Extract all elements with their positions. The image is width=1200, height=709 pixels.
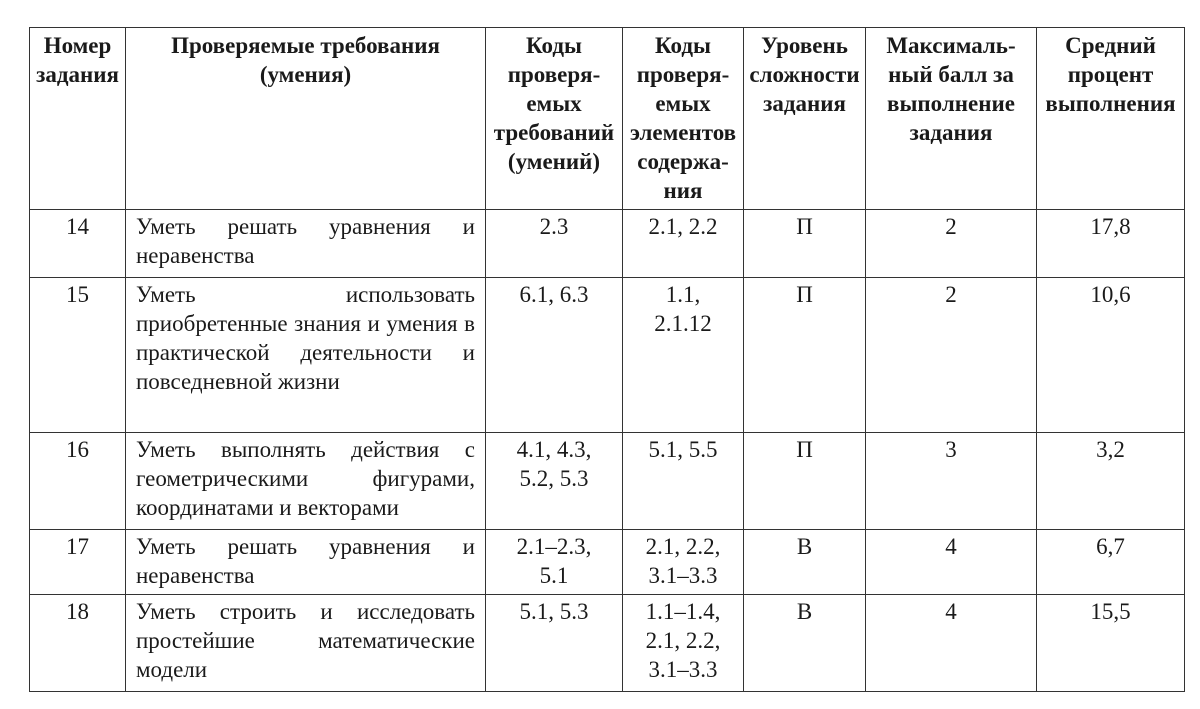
header-difficulty-level: Уровень сложности задания (744, 28, 866, 210)
table-row (30, 278, 1185, 433)
average-percent: 10,6 (1037, 278, 1185, 433)
max-score: 4 (866, 530, 1037, 595)
header-task-number: Номер задания (30, 28, 126, 210)
difficulty-level: В (744, 595, 866, 692)
header-content-codes: Коды проверя- емых элементов содержа- ния (623, 28, 744, 210)
requirement-text: Уметь строить и исследовать простейшие математические модели (126, 595, 486, 692)
requirement-codes: 5.1, 5.3 (486, 595, 623, 692)
results-table (29, 27, 1185, 692)
task-number: 15 (30, 278, 126, 433)
requirement-text: Уметь выполнять действия с геометрическими фигурами, координатами и векторами (126, 433, 486, 530)
average-percent: 3,2 (1037, 433, 1185, 530)
difficulty-level: В (744, 530, 866, 595)
average-percent: 6,7 (1037, 530, 1185, 595)
difficulty-level: П (744, 278, 866, 433)
requirement-codes: 2.3 (486, 210, 623, 278)
content-codes: 1.1–1.4, 2.1, 2.2, 3.1–3.3 (623, 595, 744, 692)
table-row (30, 595, 1185, 692)
table-row (30, 210, 1185, 278)
content-codes: 2.1, 2.2, 3.1–3.3 (623, 530, 744, 595)
requirement-codes: 4.1, 4.3, 5.2, 5.3 (486, 433, 623, 530)
header-requirements: Проверяемые требования (умения) (126, 28, 486, 210)
header-average-percent: Средний процент выполнения (1037, 28, 1185, 210)
max-score: 3 (866, 433, 1037, 530)
requirement-text: Уметь решать уравнения и неравенства (126, 210, 486, 278)
table-row (30, 433, 1185, 530)
task-number: 14 (30, 210, 126, 278)
header-max-score: Максималь- ный балл за выполнение задания (866, 28, 1037, 210)
max-score: 2 (866, 210, 1037, 278)
content-codes: 2.1, 2.2 (623, 210, 744, 278)
max-score: 4 (866, 595, 1037, 692)
task-number: 18 (30, 595, 126, 692)
difficulty-level: П (744, 433, 866, 530)
average-percent: 17,8 (1037, 210, 1185, 278)
requirement-codes: 2.1–2.3, 5.1 (486, 530, 623, 595)
task-number: 16 (30, 433, 126, 530)
header-requirement-codes: Коды проверя- емых требований (умений) (486, 28, 623, 210)
table-header-row (30, 28, 1185, 210)
requirement-text: Уметь решать уравнения и неравенства (126, 530, 486, 595)
requirement-codes: 6.1, 6.3 (486, 278, 623, 433)
table-row (30, 530, 1185, 595)
content-codes: 1.1, 2.1.12 (623, 278, 744, 433)
requirement-text: Уметь использовать приобретенные знания и умения в практической деятельности и повседневной жизни (126, 278, 486, 433)
difficulty-level: П (744, 210, 866, 278)
average-percent: 15,5 (1037, 595, 1185, 692)
max-score: 2 (866, 278, 1037, 433)
content-codes: 5.1, 5.5 (623, 433, 744, 530)
task-number: 17 (30, 530, 126, 595)
